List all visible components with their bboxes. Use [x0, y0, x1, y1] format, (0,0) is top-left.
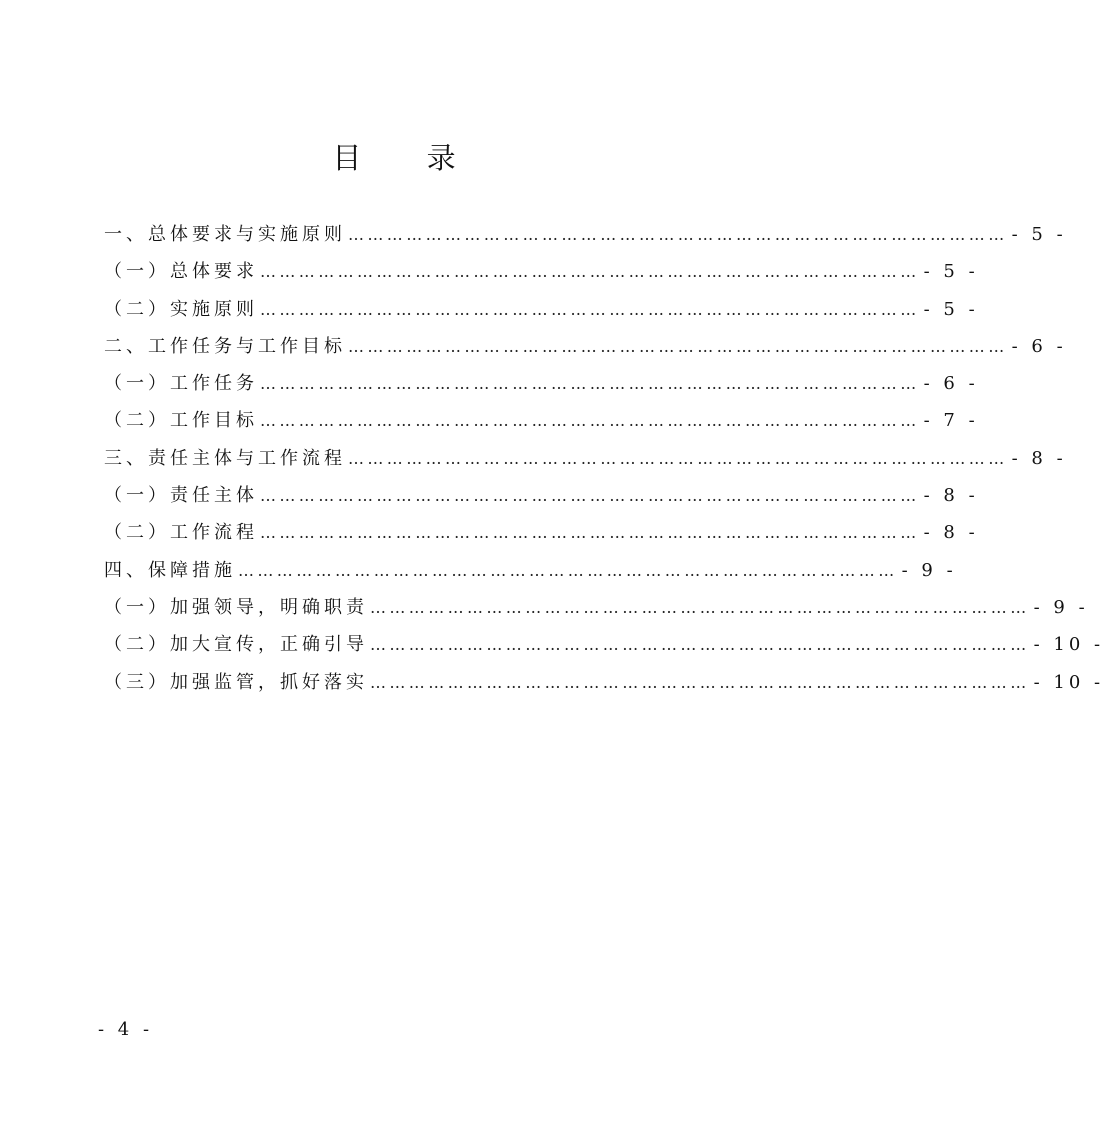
toc-entry-page: - 7 - [923, 410, 979, 432]
toc-entry-page: - 6 - [1011, 335, 1067, 357]
toc-entry[interactable] [104, 402, 979, 439]
toc-entry[interactable] [104, 552, 957, 589]
toc-entry[interactable] [104, 291, 979, 328]
toc-leader-dots: ………………………………………………………………………………………… [348, 448, 1008, 468]
toc-leader-dots: ………………………………………………………………………………………… [260, 486, 920, 506]
toc-entry-page: - 5 - [923, 261, 979, 283]
toc-entry-page: - 8 - [923, 485, 979, 507]
toc-entry-label: （二）加大宣传，正确引导 [104, 634, 368, 656]
toc-entry-page: - 10 - [1033, 671, 1104, 693]
toc-entry-page: - 8 - [1011, 447, 1067, 469]
toc-entry[interactable] [104, 664, 1104, 701]
toc-entry-label: （一）总体要求 [104, 261, 258, 283]
page-number: - 4 - [98, 1019, 154, 1040]
toc-entry-label: （一）加强领导，明确职责 [104, 596, 368, 618]
toc-leader-dots: ………………………………………………………………………………………… [260, 262, 920, 282]
toc-title: 目 录 [332, 141, 484, 175]
toc-entry[interactable] [104, 365, 979, 402]
toc-leader-dots: ………………………………………………………………………………………… [260, 299, 920, 319]
toc-entry-page: - 9 - [901, 559, 957, 581]
toc-entry-label: 一、总体要求与实施原则 [104, 224, 346, 245]
toc-entry[interactable] [104, 440, 1067, 477]
toc-entry-label: 二、工作任务与工作目标 [104, 335, 346, 357]
toc-entry-page: - 6 - [923, 373, 979, 395]
toc-entry-page: - 9 - [1033, 596, 1089, 618]
toc-entry[interactable] [104, 589, 1089, 626]
toc-entry[interactable] [104, 328, 1067, 365]
toc-entry-page: - 10 - [1033, 634, 1104, 656]
table-of-contents [104, 216, 1104, 701]
toc-entry-label: 三、责任主体与工作流程 [104, 447, 346, 469]
toc-entry-label: （一）责任主体 [104, 485, 258, 507]
toc-leader-dots: ………………………………………………………………………………………… [348, 225, 1008, 244]
toc-entry-label: （二）工作流程 [104, 522, 258, 544]
toc-leader-dots: ………………………………………………………………………………………… [370, 672, 1030, 692]
toc-entry[interactable] [104, 626, 1104, 663]
toc-entry-label: （一）工作任务 [104, 373, 258, 395]
toc-entry-label: （二）实施原则 [104, 298, 258, 320]
toc-leader-dots: ………………………………………………………………………………………… [238, 560, 898, 580]
toc-entry-page: - 8 - [923, 522, 979, 544]
toc-leader-dots: ………………………………………………………………………………………… [370, 597, 1030, 617]
toc-leader-dots: ………………………………………………………………………………………… [260, 374, 920, 394]
toc-leader-dots: ………………………………………………………………………………………… [348, 336, 1008, 356]
toc-entry[interactable] [104, 477, 979, 514]
toc-entry-label: 四、保障措施 [104, 559, 236, 581]
toc-entry-label: （二）工作目标 [104, 410, 258, 432]
toc-entry-page: - 5 - [923, 298, 979, 320]
toc-entry[interactable] [104, 253, 979, 290]
toc-entry[interactable] [104, 514, 979, 551]
toc-leader-dots: ………………………………………………………………………………………… [370, 635, 1030, 655]
toc-entry[interactable] [104, 216, 1067, 253]
toc-entry-page: - 5 - [1011, 224, 1067, 245]
toc-leader-dots: ………………………………………………………………………………………… [260, 411, 920, 431]
toc-leader-dots: ………………………………………………………………………………………… [260, 523, 920, 543]
toc-entry-label: （三）加强监管，抓好落实 [104, 671, 368, 693]
